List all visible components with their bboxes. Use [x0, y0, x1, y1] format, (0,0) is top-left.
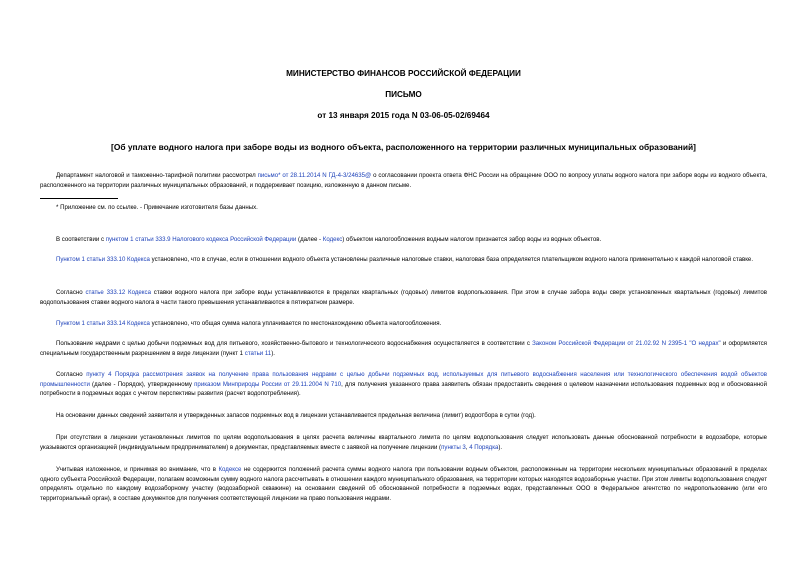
paragraph-7-text: (далее - Порядок), утвержденному [89, 380, 195, 388]
paragraph-2-text: (далее - [296, 236, 323, 243]
paragraph-10-text: Учитывая изложенное, и принимая во внимание, что в [56, 466, 219, 473]
paragraph-7-text: , для получения указанного права заявитель обязан предоставить сведения о целевом назначении использования подземных вод и обоснованной потребности в подземных водах с учетом перспективы развития (расчет водопотребления). [40, 380, 767, 398]
paragraph-9-text: , [465, 443, 470, 451]
paragraph-4-text: ставки водного налога при заборе воды устанавливаются в пределах квартальных (годовых) лимитов водопользования. При этом в случае забора воды сверх установленных квартальных (годовых) лимитов водопользования ставки водного налога в части такого превышения устанавливаются в пятикратном размере. [40, 289, 768, 306]
article-333-14-link[interactable]: Пунктом 1 статьи 333.14 Кодекса [56, 320, 150, 327]
footnote-divider [40, 198, 118, 199]
code-link[interactable]: Кодекс [322, 236, 343, 243]
tax-code-link[interactable]: Налогового кодекса Российской Федерации [172, 236, 297, 243]
paragraph-2-text: В соответствии с [56, 236, 106, 243]
paragraph-6-text: Пользование недрами с целью добычи подземных вод для питьевого, хозяйственно-бытового и технологического водоснабжения осуществляется в соответствии с [56, 340, 533, 347]
procedure-link[interactable]: пункту 4 Порядка рассмотрения заявок на получение права пользования недрами с целью добычи подземных вод, используемых для питьевого водоснабжения населения или технологического обеспечения водой объектов промышленности [40, 371, 767, 388]
footnote: * Приложение см. по ссылке. - Примечание изготовителя базы данных. [56, 204, 258, 211]
paragraph-5 [40, 319, 767, 329]
code-link-2[interactable]: Кодексе [218, 466, 242, 473]
minprirody-order-link[interactable]: приказом Минприроды России от 29.11.2004 N 710 [194, 380, 342, 388]
paragraph-6 [40, 339, 767, 358]
document-subject: [Об уплате водного налога при заборе воды из водного объекта, расположенного на территории различных муниципальных образований] [111, 142, 696, 152]
ministry-heading: МИНИСТЕРСТВО ФИНАНСОВ РОССИЙСКОЙ ФЕДЕРАЦИИ [286, 69, 521, 78]
clause-3-link[interactable]: пункты 3 [441, 443, 466, 451]
paragraph-1-text: Департамент налоговой и таможенно-тарифной политики рассмотрел [56, 172, 258, 179]
paragraph-4 [40, 288, 767, 307]
paragraph-3 [40, 255, 767, 265]
paragraph-2-text: ) объектом налогообложения водным налогом признается забор воды из водных объектов. [342, 236, 602, 243]
article-333-12-link[interactable]: статье 333.12 Кодекса [85, 289, 151, 296]
paragraph-1 [40, 171, 767, 190]
procedure-clause-4-link[interactable]: 4 Порядка [469, 443, 499, 451]
paragraph-1-text: о согласовании проекта ответа ФНС России на обращение ООО по вопросу уплаты водного налога при заборе воды из водного объекта, расположенного на территории различных муниципальных образований, и поддерживает позицию, изложенную в данном письме. [40, 172, 767, 189]
paragraph-9 [40, 433, 767, 452]
paragraph-4-text: Согласно [56, 289, 86, 296]
paragraph-8: На основании данных сведений заявителя и утвержденных запасов подземных вод в лицензии устанавливается предельная величина (лимит) водоотбора в сутки (год). [56, 412, 536, 419]
paragraph-3-text: установлено, что в случае, если в отношении водного объекта установлены различные налоговые ставки, налоговая база определяется плательщиком водного налога применительно к каждой налоговой ставке. [149, 256, 754, 263]
paragraph-2 [40, 235, 767, 245]
article-333-9-link[interactable]: пунктом 1 статьи 333.9 [105, 236, 171, 243]
paragraph-6-text: и оформляется специальным государственным разрешением в виде лицензии (пункт 1 [40, 340, 767, 357]
paragraph-7-text: Согласно [56, 371, 87, 378]
paragraph-9-text: ). [498, 443, 503, 451]
subsoil-law-link[interactable]: Законом Российской Федерации от 21.02.92 N 2395-1 "О недрах" [532, 340, 721, 347]
paragraph-10 [40, 465, 767, 503]
paragraph-9-text: При отсутствии в лицензии установленных лимитов по целям водопользования в целях расчета величины квартального лимита по целям водопользования следует использовать данные обоснованной потребности в водозаборе, которые указываются организацией (индивидуальным предпринимателем) в документах, представляемых вместе с заявкой на получение лицензии ( [40, 434, 767, 451]
article-333-10-link[interactable]: Пунктом 1 статьи 333.10 Кодекса [56, 256, 150, 263]
document-date-number: от 13 января 2015 года N 03-06-05-02/69464 [317, 111, 490, 120]
paragraph-5-text: установлено, что общая сумма налога уплачивается по местонахождению объекта налогообложения. [149, 320, 442, 327]
paragraph-7 [40, 370, 767, 399]
paragraph-6-text: ). [271, 349, 275, 357]
paragraph-10-text: не содержится положений расчета суммы водного налога при пользовании водным объектом, расположенным на территории нескольких муниципальных образований в пределах одного субъекта Российской Федерации, полагаем возможным сумму водного налога рассчитывать в отношении каждого муниципального образования, на территории которых находятся водозаборные участки. При этом лимиты водопользования следует определять отдельно по каждому водозаборному участку (водозаборной скважине) на основании сведений об обоснованной потребности в подземных водах, представленных ООО в Федеральное агентство по недропользованию (или его территориальный орган), в составе документов для получения соответствующей лицензии на право пользования недрами. [40, 466, 767, 502]
letter-link[interactable]: письмо* от 28.11.2014 N ГД-4-3/24635@ [257, 172, 372, 179]
article-11-link[interactable]: статьи 11 [244, 349, 272, 357]
document-type-heading: ПИСЬМО [385, 90, 422, 99]
